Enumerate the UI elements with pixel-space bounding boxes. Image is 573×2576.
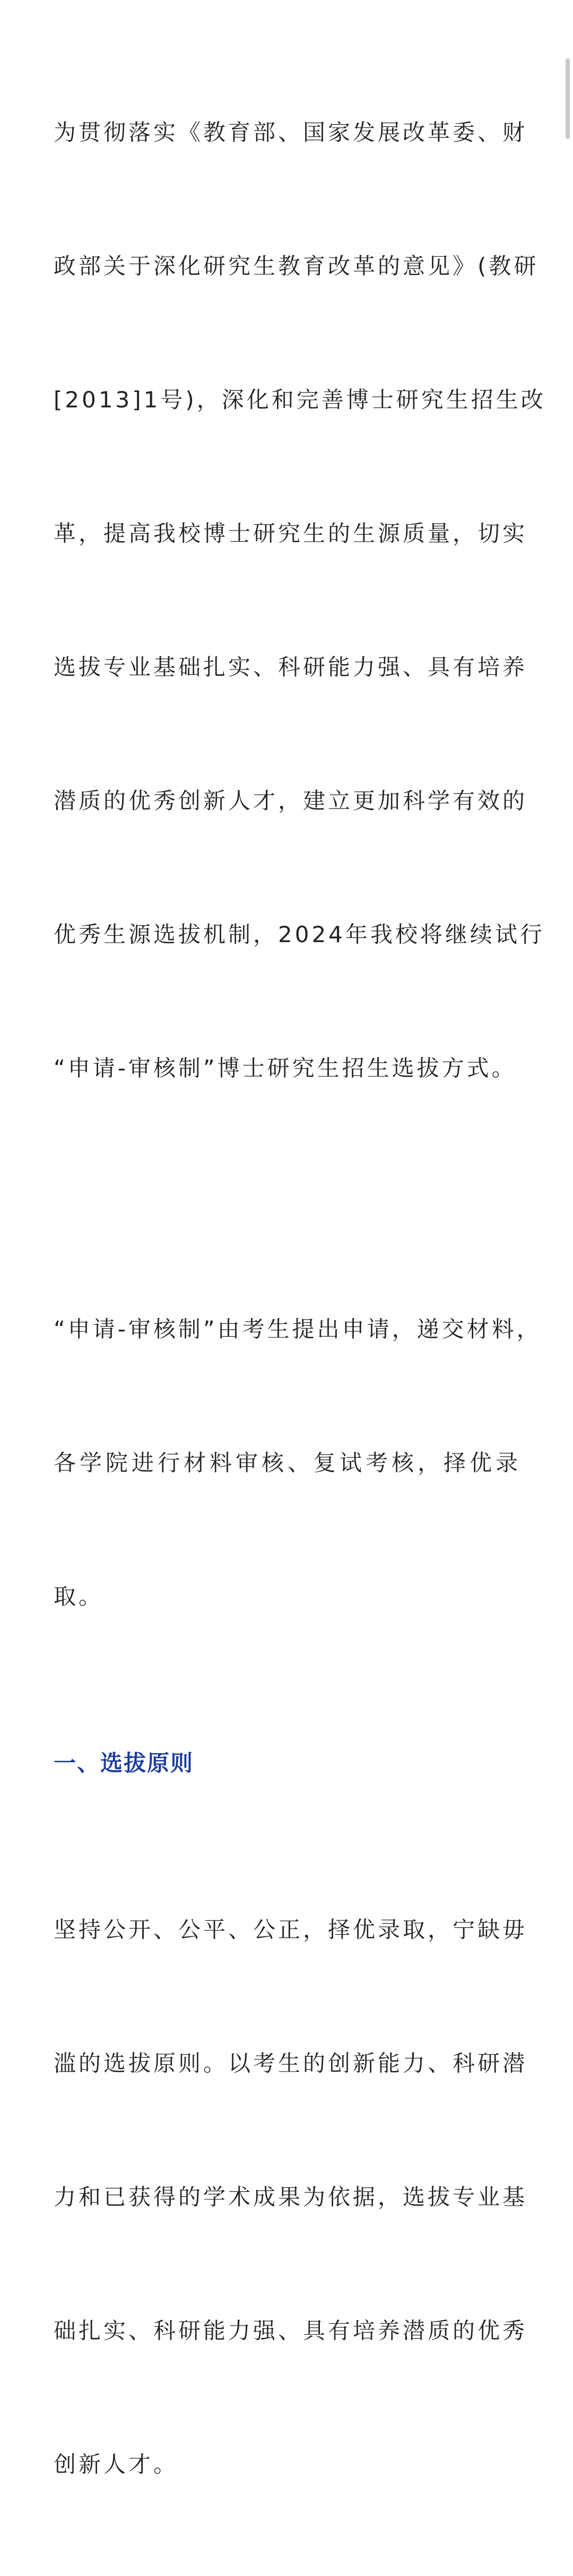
principle-line-2: 滥的选拔原则。以考生的创新能力、科研潜: [54, 2050, 528, 2076]
process-line-3: 取。: [54, 1583, 104, 1609]
section-heading: 一、选拔原则: [54, 1750, 194, 1776]
intro-line-7: 优秀生源选拔机制，2024年我校将继续试行: [54, 921, 545, 947]
intro-line-6: 潜质的优秀创新人才，建立更加科学有效的: [54, 788, 528, 814]
scrollbar-thumb[interactable]: [566, 58, 570, 139]
principle-line-3: 力和已获得的学术成果为依据，选拔专业基: [54, 2184, 528, 2210]
intro-line-4: 革，提高我校博士研究生的生源质量，切实: [54, 520, 528, 546]
intro-line-5: 选拔专业基础扎实、科研能力强、具有培养: [54, 654, 528, 680]
principle-line-4: 础扎实、科研能力强、具有培养潜质的优秀: [54, 2318, 528, 2344]
process-line-2: 各学院进行材料审核、复试考核，择优录: [54, 1450, 520, 1476]
intro-line-8: “申请-审核制”博士研究生招生选拔方式。: [54, 1055, 517, 1081]
process-paragraph: [54, 1218, 542, 1708]
intro-paragraph: [54, 21, 546, 1180]
article-body: [54, 21, 546, 2576]
intro-line-3: [2013]1号)，深化和完善博士研究生招生改: [54, 387, 546, 413]
intro-line-1: 为贯彻落实《教育部、国家发展改革委、财: [54, 119, 528, 145]
process-line-1: “申请-审核制”由考生提出申请，递交材料，: [54, 1316, 542, 1342]
principle-line-1: 坚持公开、公平、公正，择优录取，宁缺毋: [54, 1917, 528, 1943]
principle-paragraph: [54, 1818, 528, 2576]
intro-line-2: 政部关于深化研究生教育改革的意见》(教研: [54, 253, 539, 279]
principle-line-5: 创新人才。: [54, 2451, 179, 2477]
